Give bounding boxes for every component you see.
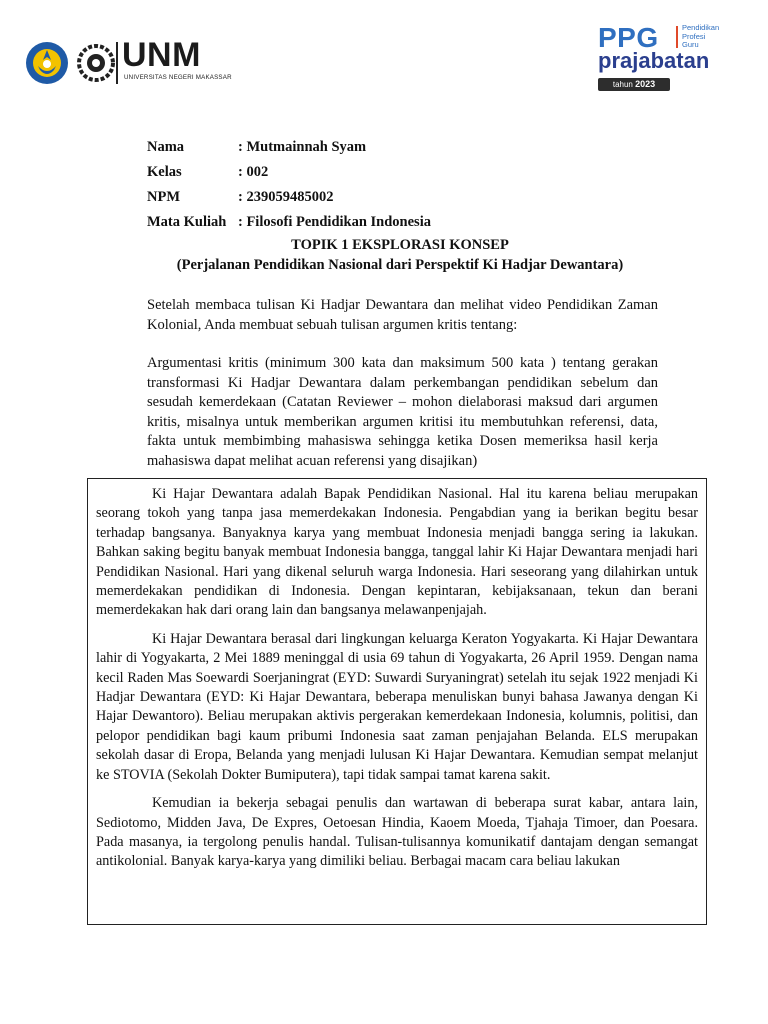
task-intro xyxy=(147,296,658,335)
ppg-year: 2023 xyxy=(635,79,656,89)
ppg-logo-bar xyxy=(676,26,678,48)
ppg-program-text: prajabatan xyxy=(598,48,710,73)
identity-row xyxy=(147,212,431,237)
page-header xyxy=(0,0,768,110)
identity-label: Mata Kuliah xyxy=(147,214,227,230)
identity-row xyxy=(147,137,431,162)
document-subtitle: (Perjalanan Pendidikan Nasional dari Perspektif Ki Hadjar Dewantara) xyxy=(176,257,624,273)
ppg-year-badge xyxy=(598,78,670,91)
task-instruction-text: Argumentasi kritis (minimum 300 kata dan maksimum 500 kata ) tentang gerakan transformasi Ki Hadjar Dewantara dalam perkembangan pendidikan sebelum dan sesudah kemerdekaan (Catatan Reviewer – mohon dielaborasi maksud dari argumen kritis, misalnya untuk memberikan argumen kritisi itu membutuhkan referensi, data, fakta untuk membimbing mahasiswa sehingga ketika Dosen memeriksa hasil kerja mahasiswa dapat melihat acuan referensi yang disajikan) xyxy=(147,355,658,469)
logo-divider xyxy=(116,42,118,84)
essay-box xyxy=(87,478,707,925)
ppg-side-line: Pendidikan xyxy=(682,23,720,32)
essay-paragraph: Ki Hajar Dewantara berasal dari lingkungan keluarga Keraton Yogyakarta. Ki Hajar Dewantara lahir di Yogyakarta, 2 Mei 1889 meninggal di usia 69 tahun di Yogyakarta, 26 April 1959. Dengan nama kecil Raden Mas Soewardi Soerjaningrat (EYD: Suwardi Suryaningrat) setelah itu sejak 1922 menjadi Ki Hadjar Dewantara (EYD: Ki Hajar Dewantara, beberapa menuliskan bunyi bahasa Jawanya dengan Ki Hajar Dewantoro). Beliau merupakan aktivis pergerakan kemerdekaan Indonesia, kolumnis, politisi, dan pelopor pendidikan bagi kaum pribumi Indonesia saat zaman penjajahan Belanda. ELS merupakan sekolah dasar di Eropa, Belanda yang menjadi lulusan Ki Hajar Dewantara. Kemudian sempat melanjut ke STOVIA (Sekolah Dokter Bumiputera), tapi tidak sampai tamat karena sakit. xyxy=(96,630,698,783)
unm-logo-subtitle: UNIVERSITAS NEGERI MAKASSAR xyxy=(124,74,232,81)
essay-paragraph: Ki Hajar Dewantara adalah Bapak Pendidikan Nasional. Hal itu karena beliau merupakan seorang tokoh yang tanpa jasa memerdekakan Indonesia. Pengabdian yang ia berikan begitu besar terhadap bangsanya. Banyaknya karya yang membuat Indonesia menjadi bangga sering ia lakukan. Bahkan saking begitu banyak membuat Indonesia bangga, tanggal lahir Ki Hajar Dewantara menjadi hari Pendidikan Nasional. Hari yang dikenal seluruh warga Indonesia. Hari seseorang yang dilahirkan untuk memerdekakan pendidikan di Indonesia. Dengan kepintaran, kebijaksanaan, tekun dan berani memerdekakan hak dari orang lain dan bangsanya melawanpenjajah. xyxy=(96,486,698,619)
ppg-year-prefix: tahun xyxy=(612,80,633,89)
essay-paragraph: Kemudian ia bekerja sebagai penulis dan wartawan di beberapa surat kabar, antara lain, Sediotomo, Midden Java, De Expres, Oetoesan Hindia, Kaoem Moeda, Tjahaja Timoer, dan Poesara. Pada masanya, ia tergolong penulis handal. Tulisan-tulisannya komunikatif dantajam dengan semangat antikolonial. Banyak karya-karya yang dimiliki beliau. Berbagai macam cara beliau lakukan xyxy=(96,795,698,870)
identity-row xyxy=(147,187,431,212)
ppg-side-line: Profesi xyxy=(682,31,706,41)
identity-block xyxy=(147,137,431,237)
identity-label: Kelas xyxy=(147,164,182,180)
task-intro-text: Setelah membaca tulisan Ki Hadjar Dewantara dan melihat video Pendidikan Zaman Kolonial, Anda membuat sebuah tulisan argumen kritis tentang: xyxy=(147,297,658,333)
unm-emblem-icon xyxy=(76,40,116,86)
task-instruction xyxy=(147,354,658,471)
identity-value: : 239059485002 xyxy=(238,189,334,205)
ppg-logo-text: PPG xyxy=(598,22,659,53)
identity-label: NPM xyxy=(147,189,181,205)
identity-value: : 002 xyxy=(238,164,269,180)
identity-value: : Mutmainnah Syam xyxy=(238,139,367,155)
document-title: TOPIK 1 EKSPLORASI KONSEP xyxy=(291,237,509,253)
identity-value: : Filosofi Pendidikan Indonesia xyxy=(238,214,431,230)
identity-row xyxy=(147,162,431,187)
ppg-logo-side-text xyxy=(682,24,719,50)
unm-logo-text: UNM xyxy=(122,36,201,74)
identity-label: Nama xyxy=(147,139,185,155)
essay-body xyxy=(88,479,706,872)
kemdikbud-logo-icon xyxy=(24,40,70,86)
ppg-side-line: Guru xyxy=(682,40,699,49)
